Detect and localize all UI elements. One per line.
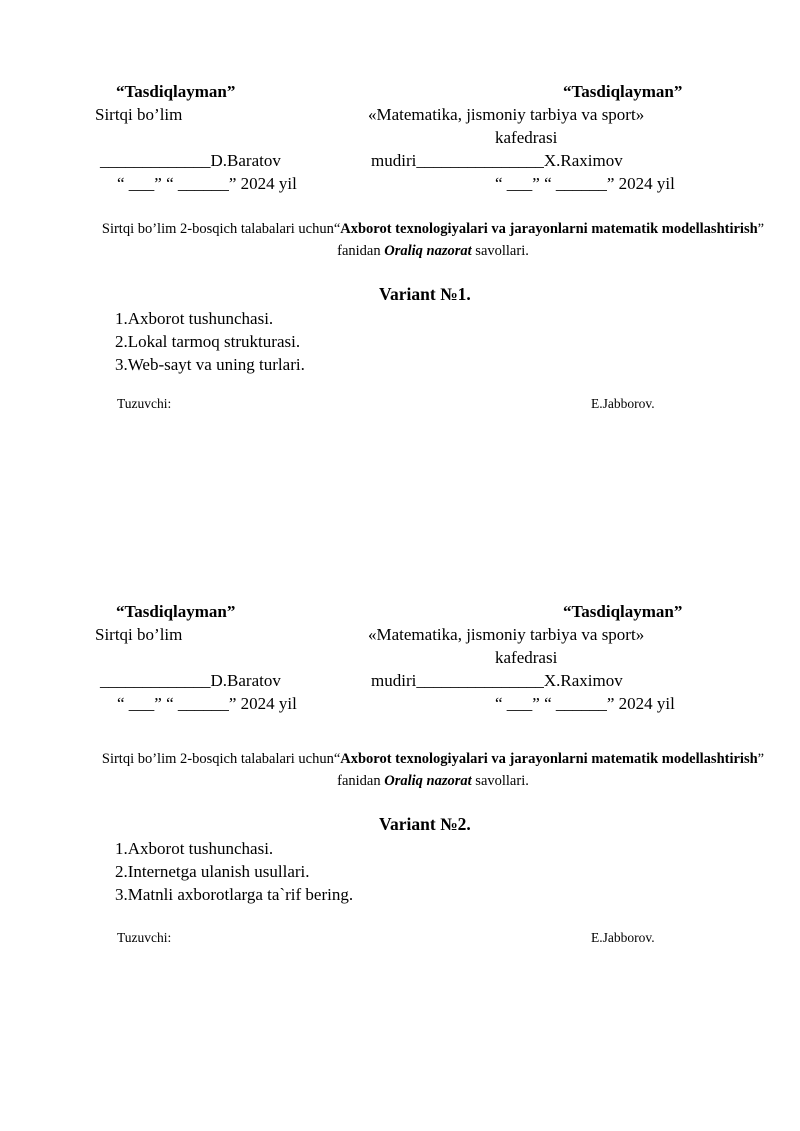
exam-intro [96, 218, 770, 262]
department-right: «Matematika, jismoniy tarbiya va sport» [368, 105, 645, 124]
author-name: E.Jabborov. [591, 396, 655, 411]
signature-left: _____________D.Baratov [100, 151, 281, 170]
signature-left: _____________D.Baratov [100, 671, 281, 690]
approval-left: “Tasdiqlayman” [116, 82, 236, 101]
question-1: 1.Axborot tushunchasi. [115, 309, 274, 328]
exam-intro [96, 748, 770, 792]
question-3: 3.Matnli axborotlarga ta`rif bering. [115, 885, 354, 904]
intro-suffix: savollari. [471, 773, 529, 789]
intro-suffix: savollari. [471, 243, 529, 259]
signature-right [371, 669, 623, 692]
subject-name: Axborot texnologiyalari va jarayonlarni matematik modellashtirish [340, 751, 758, 767]
date-right: “ ___” “ ______” 2024 yil [495, 174, 675, 193]
signature-right [371, 149, 623, 172]
author-label: Tuzuvchi: [117, 930, 172, 945]
author-name: E.Jabborov. [591, 930, 655, 945]
intro-prefix: Sirtqi bo’lim 2-bosqich talabalari uchun“ [101, 221, 341, 237]
approval-right: “Tasdiqlayman” [563, 82, 683, 101]
department-right-kafedra: kafedrasi [495, 648, 558, 667]
question-2: 2.Internetga ulanish usullari. [115, 862, 310, 881]
signature-right-line: _______________X.Raximov [416, 151, 623, 170]
intro-prefix: Sirtqi bo’lim 2-bosqich talabalari uchun“ [101, 751, 341, 767]
signature-right-title: mudiri [371, 151, 417, 170]
question-2: 2.Lokal tarmoq strukturasi. [115, 332, 301, 351]
date-left: “ ___” “ ______” 2024 yil [117, 174, 297, 193]
department-left: Sirtqi bo’lim [95, 105, 183, 124]
subject-name: Axborot texnologiyalari va jarayonlarni matematik modellashtirish [340, 221, 758, 237]
date-right: “ ___” “ ______” 2024 yil [495, 694, 675, 713]
department-right: «Matematika, jismoniy tarbiya va sport» [368, 625, 645, 644]
date-left: “ ___” “ ______” 2024 yil [117, 694, 297, 713]
department-left: Sirtqi bo’lim [95, 625, 183, 644]
approval-right: “Tasdiqlayman” [563, 602, 683, 621]
question-3: 3.Web-sayt va uning turlari. [115, 355, 305, 374]
signature-right-line: _______________X.Raximov [416, 671, 623, 690]
variant-title: Variant №2. [379, 814, 471, 834]
variant-title: Variant №1. [379, 284, 471, 304]
signature-right-title: mudiri [371, 671, 417, 690]
approval-left: “Tasdiqlayman” [116, 602, 236, 621]
question-1: 1.Axborot tushunchasi. [115, 839, 274, 858]
intro-mid: ” fanidan [337, 221, 765, 259]
control-type: Oraliq nazorat [384, 773, 472, 789]
author-label: Tuzuvchi: [117, 396, 172, 411]
intro-mid: ” fanidan [337, 751, 765, 789]
control-type: Oraliq nazorat [384, 243, 472, 259]
department-right-kafedra: kafedrasi [495, 128, 558, 147]
